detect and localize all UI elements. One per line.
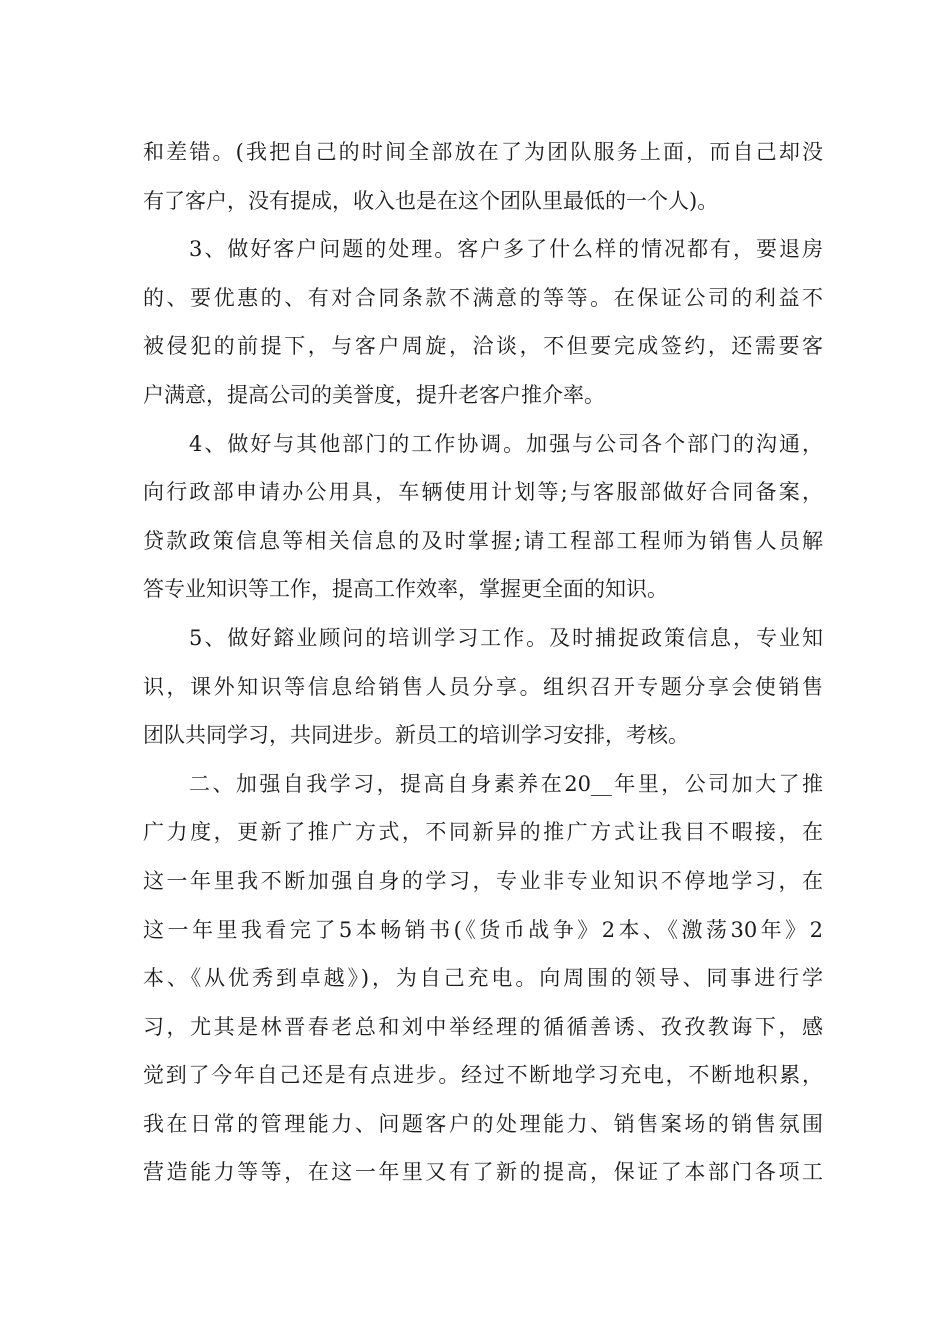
text-line: 习，尤其是林晋春老总和刘中举经理的循循善诱、孜孜教诲下，感 bbox=[143, 1014, 823, 1039]
text-line: 我在日常的管理能力、问题客户的处理能力、销售案场的销售氛围 bbox=[143, 1111, 823, 1136]
text-line: 这一年里我看完了5本畅销书(《货币战争》2本、《激荡30年》2 bbox=[143, 917, 823, 942]
text-line: 广力度，更新了推广方式，不同新异的推广方式让我目不暇接，在 bbox=[143, 820, 823, 845]
text-line: 向行政部申请办公用具，车辆使用计划等;与客服部做好合同备案， bbox=[143, 480, 823, 505]
text-line: 和差错。(我把自己的时间全部放在了为团队服务上面，而自己却没 bbox=[143, 140, 823, 164]
document-body bbox=[143, 128, 823, 1197]
text-line: 5、做好鎔业顾问的培训学习工作。及时捕捉政策信息，专业知 bbox=[189, 625, 823, 650]
text-line: 4、做好与其他部门的工作协调。加强与公司各个部门的沟通， bbox=[189, 431, 823, 456]
text-line: 被侵犯的前提下，与客户周旋，洽谈，不但要完成签约，还需要客 bbox=[143, 334, 823, 359]
text-line: 本、《从优秀到卓越》)，为自己充电。向周围的领导、同事进行学 bbox=[143, 966, 823, 991]
text-line: 户满意，提高公司的美誉度，提升老客户推介率。 bbox=[143, 382, 605, 407]
text-line: 二、加强自我学习，提高自身素养在20__年里，公司加大了推 bbox=[189, 771, 823, 796]
text-line: 觉到了今年自己还是有点进步。经过不断地学习充电，不断地积累， bbox=[143, 1063, 823, 1088]
text-line: 答专业知识等工作，提高工作效率，掌握更全面的知识。 bbox=[143, 577, 668, 602]
text-line: 识，课外知识等信息给销售人员分享。组织召开专题分享会使销售 bbox=[143, 674, 823, 699]
text-line: 团队共同学习，共同进步。新员工的培训学习安排，考核。 bbox=[143, 723, 689, 748]
text-line: 营造能力等等，在这一年里又有了新的提高，保证了本部门各项工 bbox=[143, 1160, 823, 1185]
text-line: 贷款政策信息等相关信息的及时掌握;请工程部工程师为销售人员解 bbox=[143, 528, 823, 553]
text-line: 这一年里我不断加强自身的学习，专业非专业知识不停地学习，在 bbox=[143, 868, 823, 893]
text-line: 有了客户，没有提成，收入也是在这个团队里最低的一个人)。 bbox=[143, 188, 719, 213]
text-line: 的、要优惠的、有对合同条款不满意的等等。在保证公司的利益不 bbox=[143, 285, 823, 310]
text-line: 3、做好客户问题的处理。客户多了什么样的情况都有，要退房 bbox=[189, 237, 823, 262]
